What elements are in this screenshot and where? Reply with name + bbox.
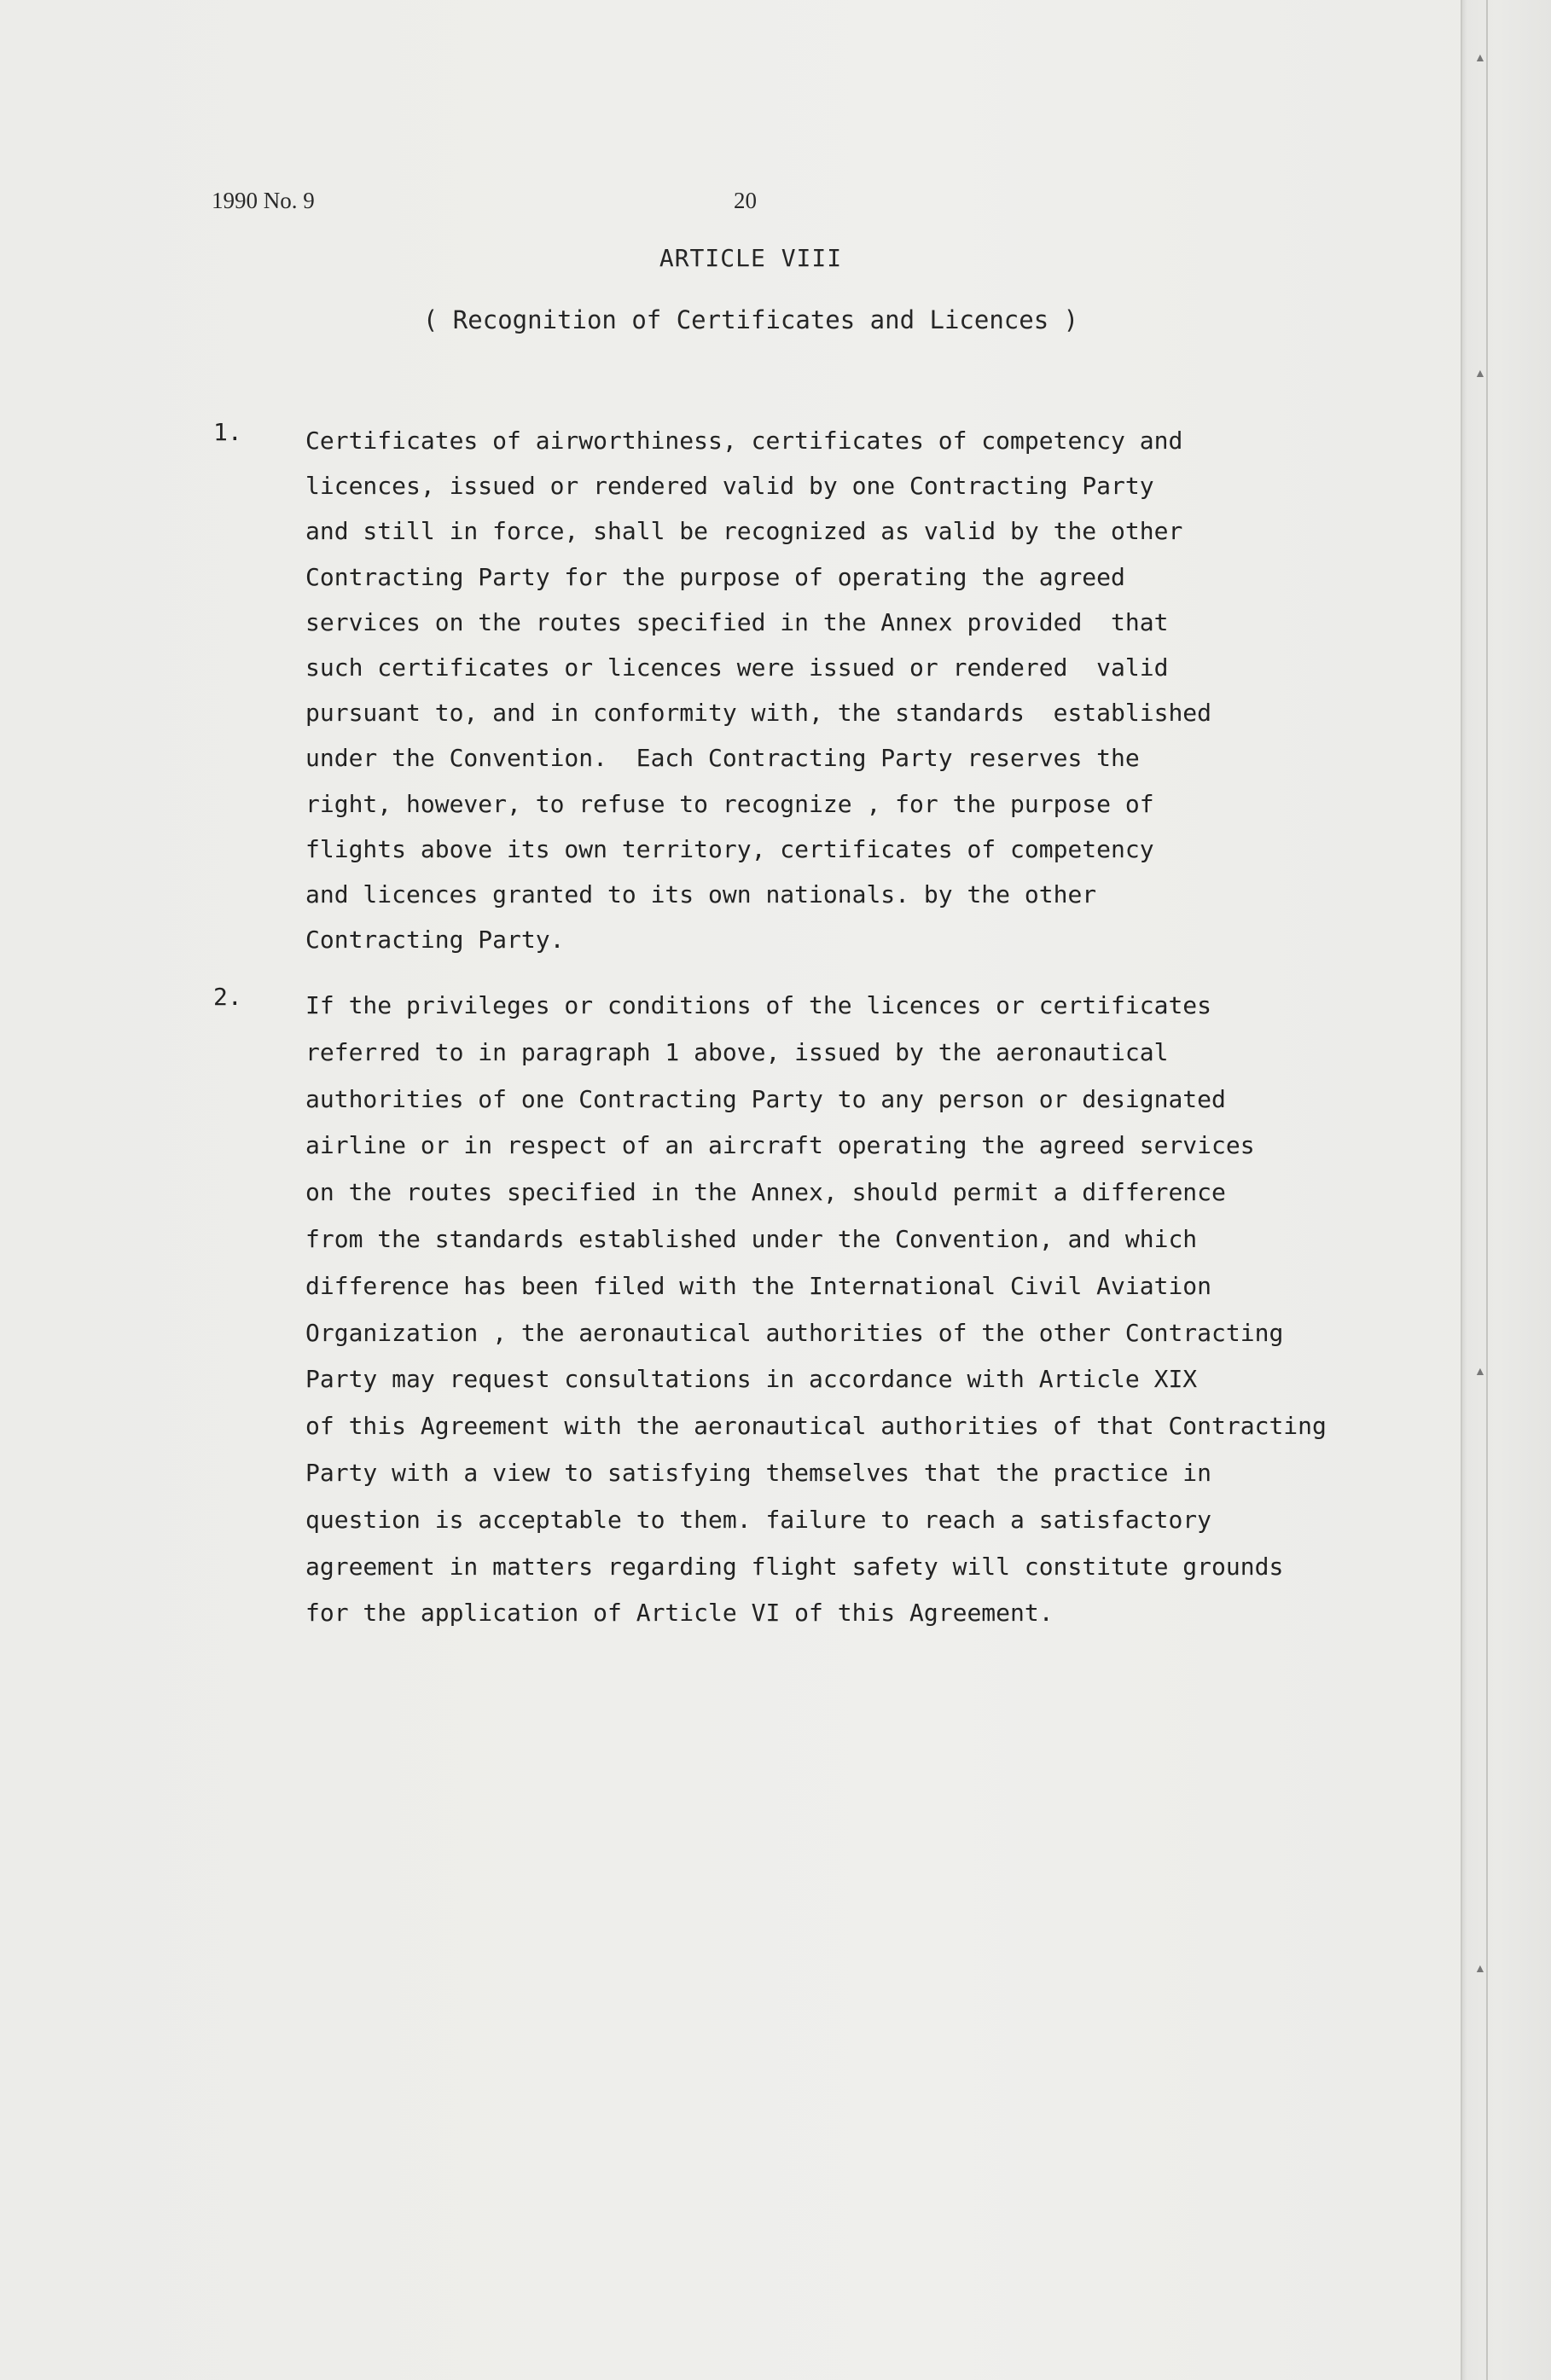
text-line: Party with a view to satisfying themselves that the practice in bbox=[305, 1458, 1212, 1487]
binding-mark: ▲ bbox=[1474, 366, 1486, 380]
text-line: and licences granted to its own nationals. by the other bbox=[305, 879, 1097, 908]
binding-strip bbox=[1461, 0, 1551, 2380]
text-line: Contracting Party for the purpose of operating the agreed bbox=[305, 562, 1125, 591]
binding-mark: ▲ bbox=[1474, 1961, 1486, 1975]
text-line: authorities of one Contracting Party to any person or designated bbox=[305, 1084, 1226, 1113]
text-line: Organization , the aeronautical authorities of the other Contracting bbox=[305, 1318, 1284, 1347]
text-line: Party may request consultations in accordance with Article XIX bbox=[305, 1365, 1198, 1394]
text-line: for the application of Article VI of this Agreement. bbox=[305, 1599, 1054, 1628]
text-line: airline or in respect of an aircraft operating the agreed services bbox=[305, 1131, 1255, 1160]
article-subtitle: ( Recognition of Certificates and Licences ) bbox=[422, 305, 1079, 334]
binding-mark: ▲ bbox=[1474, 1364, 1486, 1378]
document-reference: 1990 No. 9 bbox=[212, 188, 315, 213]
text-line: services on the routes specified in the Annex provided that bbox=[305, 607, 1169, 636]
paragraph-number: 1. bbox=[213, 418, 242, 446]
text-line: licences, issued or rendered valid by one Contracting Party bbox=[305, 472, 1154, 501]
article-title: ARTICLE VIII bbox=[659, 244, 843, 272]
paragraph-number: 2. bbox=[213, 983, 242, 1011]
text-line: under the Convention. Each Contracting Party reserves the bbox=[305, 744, 1140, 773]
text-line: Certificates of airworthiness, certificates of competency and bbox=[305, 427, 1183, 455]
binding-edge bbox=[1486, 0, 1488, 2380]
text-line: Contracting Party. bbox=[305, 926, 565, 955]
page-number: 20 bbox=[734, 188, 757, 213]
text-line: and still in force, shall be recognized as valid by the other bbox=[305, 517, 1183, 546]
text-line: difference has been filed with the International Civil Aviation bbox=[305, 1271, 1212, 1300]
text-line: on the routes specified in the Annex, should permit a difference bbox=[305, 1178, 1226, 1207]
text-line: from the standards established under the Convention, and which bbox=[305, 1224, 1198, 1253]
text-line: such certificates or licences were issued or rendered valid bbox=[305, 653, 1169, 682]
text-line: question is acceptable to them. failure to reach a satisfactory bbox=[305, 1505, 1212, 1534]
text-line: referred to in paragraph 1 above, issued by the aeronautical bbox=[305, 1037, 1169, 1066]
text-line: flights above its own territory, certificates of competency bbox=[305, 834, 1154, 863]
binding-mark: ▲ bbox=[1474, 50, 1486, 64]
text-line: agreement in matters regarding flight safety will constitute grounds bbox=[305, 1552, 1284, 1581]
paragraph-text bbox=[305, 983, 1414, 1637]
text-line: If the privileges or conditions of the licences or certificates bbox=[305, 991, 1212, 1019]
text-line: pursuant to, and in conformity with, the standards established bbox=[305, 699, 1212, 728]
paragraph-text bbox=[305, 418, 1414, 962]
text-line: right, however, to refuse to recognize , for the purpose of bbox=[305, 789, 1154, 818]
text-line: of this Agreement with the aeronautical authorities of that Contracting bbox=[305, 1412, 1327, 1441]
